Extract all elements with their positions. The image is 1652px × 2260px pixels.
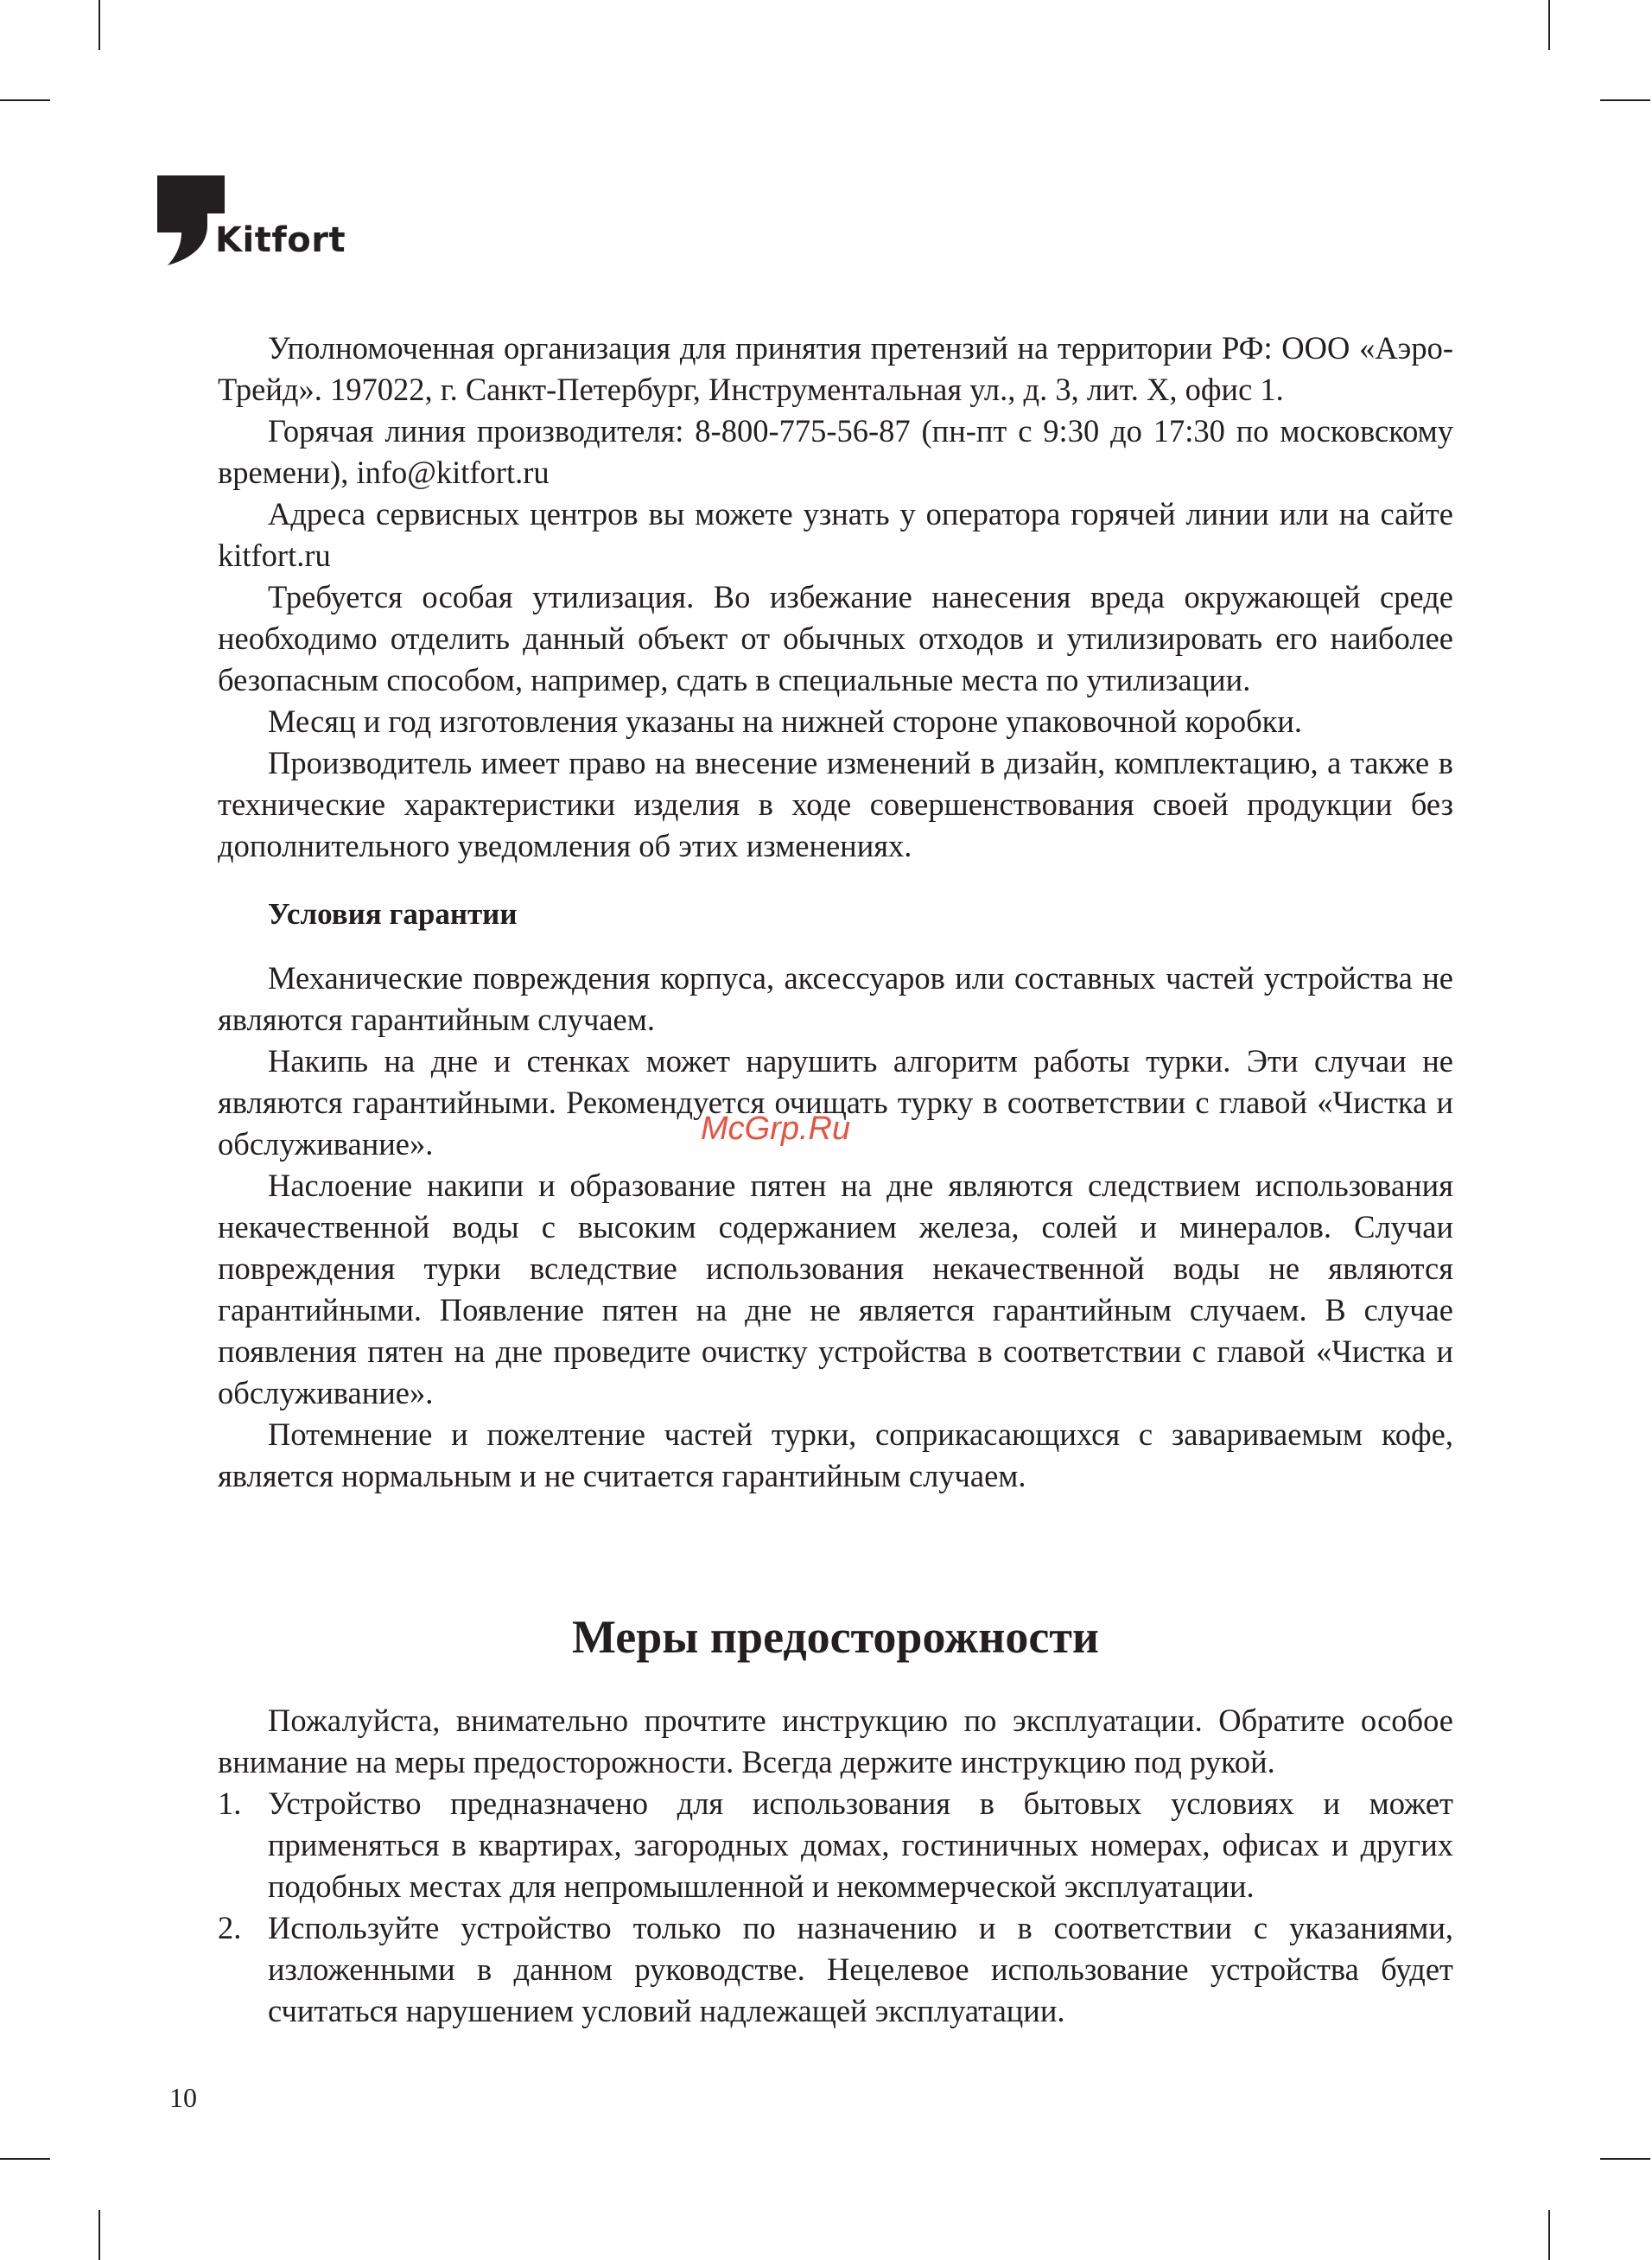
list-item-number: 2. (218, 1910, 242, 1945)
crop-mark (98, 2210, 100, 2260)
precautions-list (218, 1783, 1453, 2032)
crop-mark (1600, 2158, 1650, 2160)
list-item-text: Используйте устройство только по назначению и в соответствии с указаниями, изложенными в данном руководстве. Нецелевое использование устройства будет считаться нарушением условий надлежащей эксплуатации. (268, 1910, 1453, 2028)
paragraph-manufacturer-rights: Производитель имеет право на внесение изменений в дизайн, комплектацию, а также в технические характеристики изделия в ходе совершенствования своей продукции без дополнительного уведомления об этих изменениях. (218, 745, 1453, 863)
paragraph-hotline: Горячая линия производителя: 8-800-775-56-87 (пн-пт с 9:30 до 17:30 по московскому времени), info@kitfort.ru (218, 413, 1453, 490)
crop-mark (0, 99, 50, 101)
paragraph-authorized-org: Уполномоченная организация для принятия претензий на территории РФ: ООО «Аэро-Трейд». 197022, г. Санкт-Петербург, Инструментальная ул., д. 3, лит. Х, офис 1. (218, 330, 1453, 407)
warranty-paragraph: Накипь на дне и стенках может нарушить алгоритм работы турки. Эти случаи не являются гарантийными. Рекомендуется очищать турку в соответствии с главой «Чистка и обслуживание». (218, 1043, 1453, 1162)
crop-mark (98, 0, 100, 50)
page-content (218, 328, 1453, 2032)
paragraph-disposal: Требуется особая утилизация. Во избежание нанесения вреда окружающей среде необходимо отделить данный объект от обычных отходов и утилизировать его наиболее безопасным способом, например, сдать в специальные места по утилизации. (218, 579, 1453, 697)
paragraph-service-centers: Адреса сервисных центров вы можете узнать у оператора горячей линии или на сайте kitfort.ru (218, 496, 1453, 573)
paragraph-manufacture-date: Месяц и год изготовления указаны на нижней стороне упаковочной коробки. (268, 703, 1303, 739)
warranty-heading: Условия гарантии (268, 897, 518, 931)
logo-wordmark: Kitfort (215, 220, 346, 260)
list-item (218, 1783, 1453, 1907)
list-item-number: 1. (218, 1786, 242, 1821)
list-item (218, 1907, 1453, 2032)
precautions-intro: Пожалуйста, внимательно прочтите инструкцию по эксплуатации. Обратите особое внимание на меры предосторожности. Всегда держите инструкцию под рукой. (218, 1703, 1453, 1779)
section-title: Меры предосторожности (572, 1611, 1099, 1663)
crop-mark (1548, 2210, 1550, 2260)
warranty-paragraph: Наслоение накипи и образование пятен на дне являются следствием использования некачественной воды с высоким содержанием железа, солей и минералов. Случаи повреждения турки вследствие использования некачественной воды не являются гарантийными. Появление пятен на дне не является гарантийным случаем. В случае появления пятен на дне проведите очистку устройства в соответствии с главой «Чистка и обслуживание». (218, 1168, 1453, 1410)
crop-mark (0, 2158, 50, 2160)
crop-mark (1548, 0, 1550, 50)
watermark: McGrp.Ru (701, 1111, 851, 1147)
warranty-paragraph: Механические повреждения корпуса, аксессуаров или составных частей устройства не являются гарантийным случаем. (218, 960, 1453, 1037)
warranty-paragraph: Потемнение и пожелтение частей турки, соприкасающихся с завариваемым кофе, является нормальным и не считается гарантийным случаем. (218, 1416, 1453, 1493)
list-item-text: Устройство предназначено для использования в бытовых условиях и может применяться в квартирах, загородных домах, гостиничных номерах, офисах и других подобных местах для непромышленной и некоммерческой эксплуатации. (268, 1786, 1453, 1904)
page-number: 10 (169, 2082, 197, 2113)
crop-mark (1600, 99, 1650, 101)
